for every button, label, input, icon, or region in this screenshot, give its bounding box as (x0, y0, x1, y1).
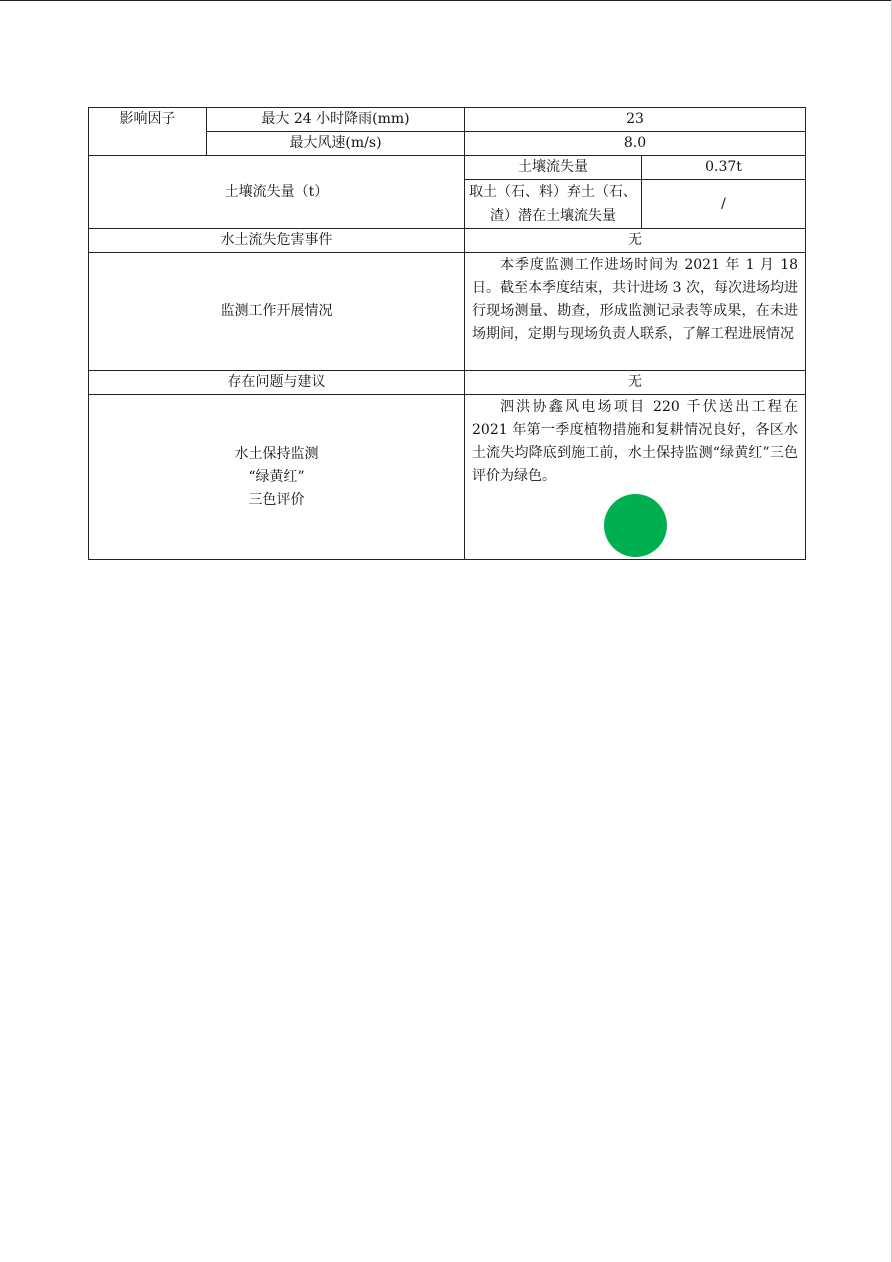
table-row (89, 395, 806, 560)
rain-label: 最大 24 小时降雨(mm) (207, 108, 465, 132)
evaluation-label (89, 395, 465, 560)
hazard-value: 无 (465, 229, 806, 253)
evaluation-label-line2: “绿黄红” (248, 468, 305, 485)
wind-value: 8.0 (465, 132, 806, 156)
evaluation-label-line3: 三色评价 (248, 491, 305, 508)
page-top-border (0, 0, 892, 1)
table-row (89, 229, 806, 253)
evaluation-cell (465, 395, 806, 560)
issues-label: 存在问题与建议 (89, 371, 465, 395)
monitoring-report-table (88, 107, 806, 560)
work-description: 本季度监测工作进场时间为 2021 年 1 月 18 日。截至本季度结束，共计进场 3 次，每次进场均进行现场测量、勘查，形成监测记录表等成果，在未进场期间，定期与现场负责人联系，了解工程进展情况 (465, 253, 806, 371)
table-row (89, 156, 806, 180)
work-label: 监测工作开展情况 (89, 253, 465, 371)
evaluation-label-line1: 水土保持监测 (234, 445, 319, 462)
wind-label: 最大风速(m/s) (207, 132, 465, 156)
soil-loss-sub-value: 0.37t (642, 156, 806, 180)
table-row (89, 108, 806, 132)
evaluation-description: 泗洪协鑫风电场项目 220 千伏送出工程在 2021 年第一季度植物措施和复耕情况良好，各区水土流失均降底到施工前，水土保持监测“绿黄红”三色评价为绿色。 (472, 399, 799, 484)
potential-loss-value: / (642, 180, 806, 229)
table-row (89, 371, 806, 395)
soil-loss-sub-label: 土壤流失量 (465, 156, 642, 180)
green-status-circle (604, 494, 667, 557)
rain-value: 23 (465, 108, 806, 132)
table-row (89, 253, 806, 371)
potential-loss-label: 取土（石、料）弃土（石、渣）潜在土壤流失量 (465, 180, 642, 229)
issues-value: 无 (465, 371, 806, 395)
soil-loss-label: 土壤流失量（t） (89, 156, 465, 229)
hazard-label: 水土流失危害事件 (89, 229, 465, 253)
influence-factor-label: 影响因子 (89, 108, 207, 156)
